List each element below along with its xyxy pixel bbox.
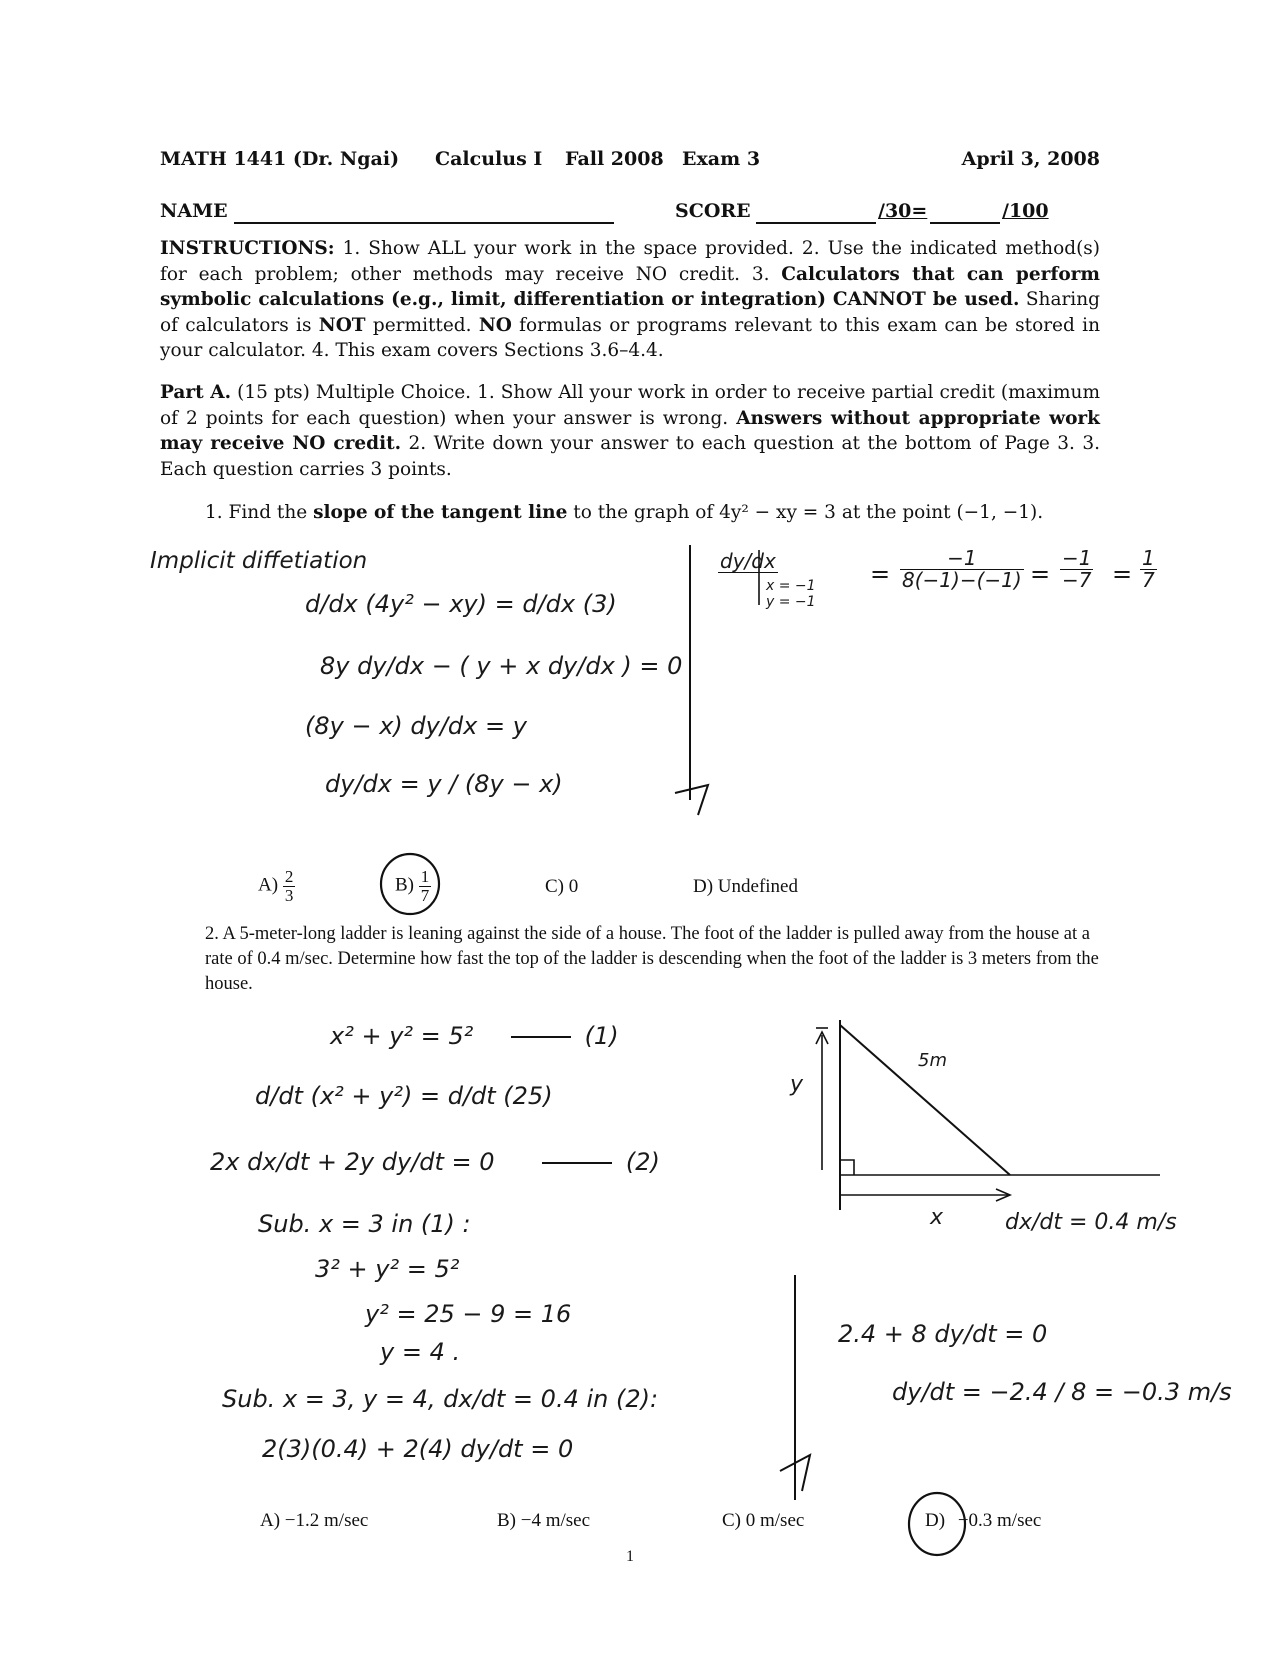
name-field[interactable] xyxy=(234,200,614,224)
q1-eval-den-2: −7 xyxy=(1062,568,1092,592)
q2-work-line-7: y = 4 . xyxy=(380,1338,461,1366)
score-out-of-30: /30= xyxy=(878,200,928,222)
q2-solution-line-2: dy/dt = −2.4 / 8 = −0.3 m/s xyxy=(892,1378,1232,1406)
q2-work-line-5: 3² + y² = 5² xyxy=(315,1255,460,1283)
term: Fall 2008 xyxy=(565,148,664,170)
q1-eval-num-3: 1 xyxy=(1142,546,1155,570)
q1-eval-den: 8(−1)−(−1) xyxy=(902,568,1022,592)
ladder-diagram xyxy=(810,1010,1170,1210)
q1-choice-d[interactable]: D) Undefined xyxy=(693,876,798,897)
q1-work-title: Implicit diffetiation xyxy=(150,548,368,574)
q2-work-line-9: 2(3)(0.4) + 2(4) dy/dt = 0 xyxy=(262,1435,574,1463)
question-2: 2. A 5-meter-long ladder is leaning against the side of a house. The foot of the ladder is pulled away from the house at a rate of 0.4 m/sec. Determine how fast the top of the ladder is descending when the foot of the ladder is 3 meters from the house. xyxy=(205,924,1099,994)
q1-choice-c[interactable]: C) 0 xyxy=(545,876,579,897)
diagram-label-y: y xyxy=(790,1072,804,1097)
q2-work-line-1-tag: (1) xyxy=(584,1022,619,1050)
ladder xyxy=(840,1025,1010,1175)
q2-work-line-3: 2x dx/dt + 2y dy/dt = 0 xyxy=(210,1148,495,1176)
exam-header xyxy=(160,148,1100,178)
diagram-label-rate: dx/dt = 0.4 m/s xyxy=(1005,1210,1177,1235)
part-a-instructions: Part A. (15 pts) Multiple Choice. 1. Show All your work in order to receive partial credit (maximum of 2 points for each question) when your answer is wrong. Answers without appropriate work may receive NO credit. 2. Write down your answer to each question at the bottom of Page 3. 3. Each question carries 3 points. xyxy=(160,382,1100,480)
course-title: MATH 1441 (Dr. Ngai) xyxy=(160,148,400,170)
name-label: NAME xyxy=(160,200,228,222)
q1-eval-eq-3: = xyxy=(1112,560,1133,588)
q1-eval-den-3: 7 xyxy=(1142,568,1155,592)
instructions: INSTRUCTIONS: 1. Show ALL your work in the space provided. 2. Use the indicated method(s) for each problem; other methods may receive NO credit. 3. Calculators that can perform symbolic calculations (e.g., limit, differentiation or integration) CANNOT be used. Sharing of calculators is NOT permitted. NO formulas or programs relevant to this exam can be stored in your calculator. 4. This exam covers Sections 3.6–4.4. xyxy=(160,238,1101,361)
right-angle-mark xyxy=(840,1160,854,1175)
q1-separator xyxy=(670,545,730,825)
score-out-of-100: /100 xyxy=(1002,200,1049,222)
q1-work-line-4: dy/dx = y / (8y − x) xyxy=(325,770,563,798)
q1-eval-bar xyxy=(755,550,765,610)
score-label: SCORE xyxy=(675,200,751,222)
q1-eval-num: −1 xyxy=(900,548,1024,570)
part-a-label: Part A. xyxy=(160,382,232,403)
q1-eval-lhs: dy/dx xyxy=(720,548,776,573)
q1-eval-at-y: y = −1 xyxy=(766,594,816,610)
diagram-label-x: x xyxy=(930,1205,944,1230)
instructions-label: INSTRUCTIONS: xyxy=(160,238,335,259)
diagram-label-hyp: 5m xyxy=(918,1050,947,1071)
q2-solution-line-1: 2.4 + 8 dy/dt = 0 xyxy=(838,1320,1048,1348)
q2-separator xyxy=(770,1275,830,1525)
q1-work-line-1: d/dx (4y² − xy) = d/dx (3) xyxy=(305,590,617,618)
q2-work-line-1: x² + y² = 5² xyxy=(330,1022,474,1050)
q1-eval-eq-2: = xyxy=(1030,560,1051,588)
exam-number: Exam 3 xyxy=(682,148,761,170)
q2-work-line-4: Sub. x = 3 in (1) : xyxy=(258,1210,471,1238)
q1-eval-num-2: −1 xyxy=(1062,546,1092,570)
name-score-row xyxy=(160,200,1100,230)
q2-work-line-3-tag: (2) xyxy=(625,1148,660,1176)
q2-choice-a[interactable]: A) −1.2 m/sec xyxy=(260,1510,369,1531)
q2-choice-c[interactable]: C) 0 m/sec xyxy=(722,1510,805,1531)
page-number: 1 xyxy=(626,1548,634,1565)
q1-choice-b[interactable]: B) $\frac{1}{7}$ xyxy=(395,867,430,905)
q2-work-line-8: Sub. x = 3, y = 4, dx/dt = 0.4 in (2): xyxy=(222,1385,659,1413)
q2-work-line-6: y² = 25 − 9 = 16 xyxy=(365,1300,572,1328)
q1-work-line-3: (8y − x) dy/dx = y xyxy=(305,712,527,740)
exam-date: April 3, 2008 xyxy=(961,148,1100,170)
q1-eval-at-x: x = −1 xyxy=(766,578,816,594)
question-1: 1. Find the slope of the tangent line to the graph of 4y² − xy = 3 at the point (−1, −1). xyxy=(205,502,1044,523)
q2-choice-b[interactable]: B) −4 m/sec xyxy=(497,1510,591,1531)
q1-eval-eq-1: = xyxy=(870,560,891,588)
q1-choice-a[interactable]: A) $\frac{2}{3}$ xyxy=(258,867,294,905)
score-100-field[interactable] xyxy=(930,200,1000,224)
score-30-field[interactable] xyxy=(756,200,876,224)
q2-work-line-2: d/dt (x² + y²) = d/dt (25) xyxy=(255,1082,553,1110)
q2-choice-d[interactable]: D) −0.3 m/sec xyxy=(925,1510,1042,1531)
q1-work-line-2: 8y dy/dx − ( y + x dy/dx ) = 0 xyxy=(320,652,683,680)
subject: Calculus I xyxy=(435,148,543,170)
